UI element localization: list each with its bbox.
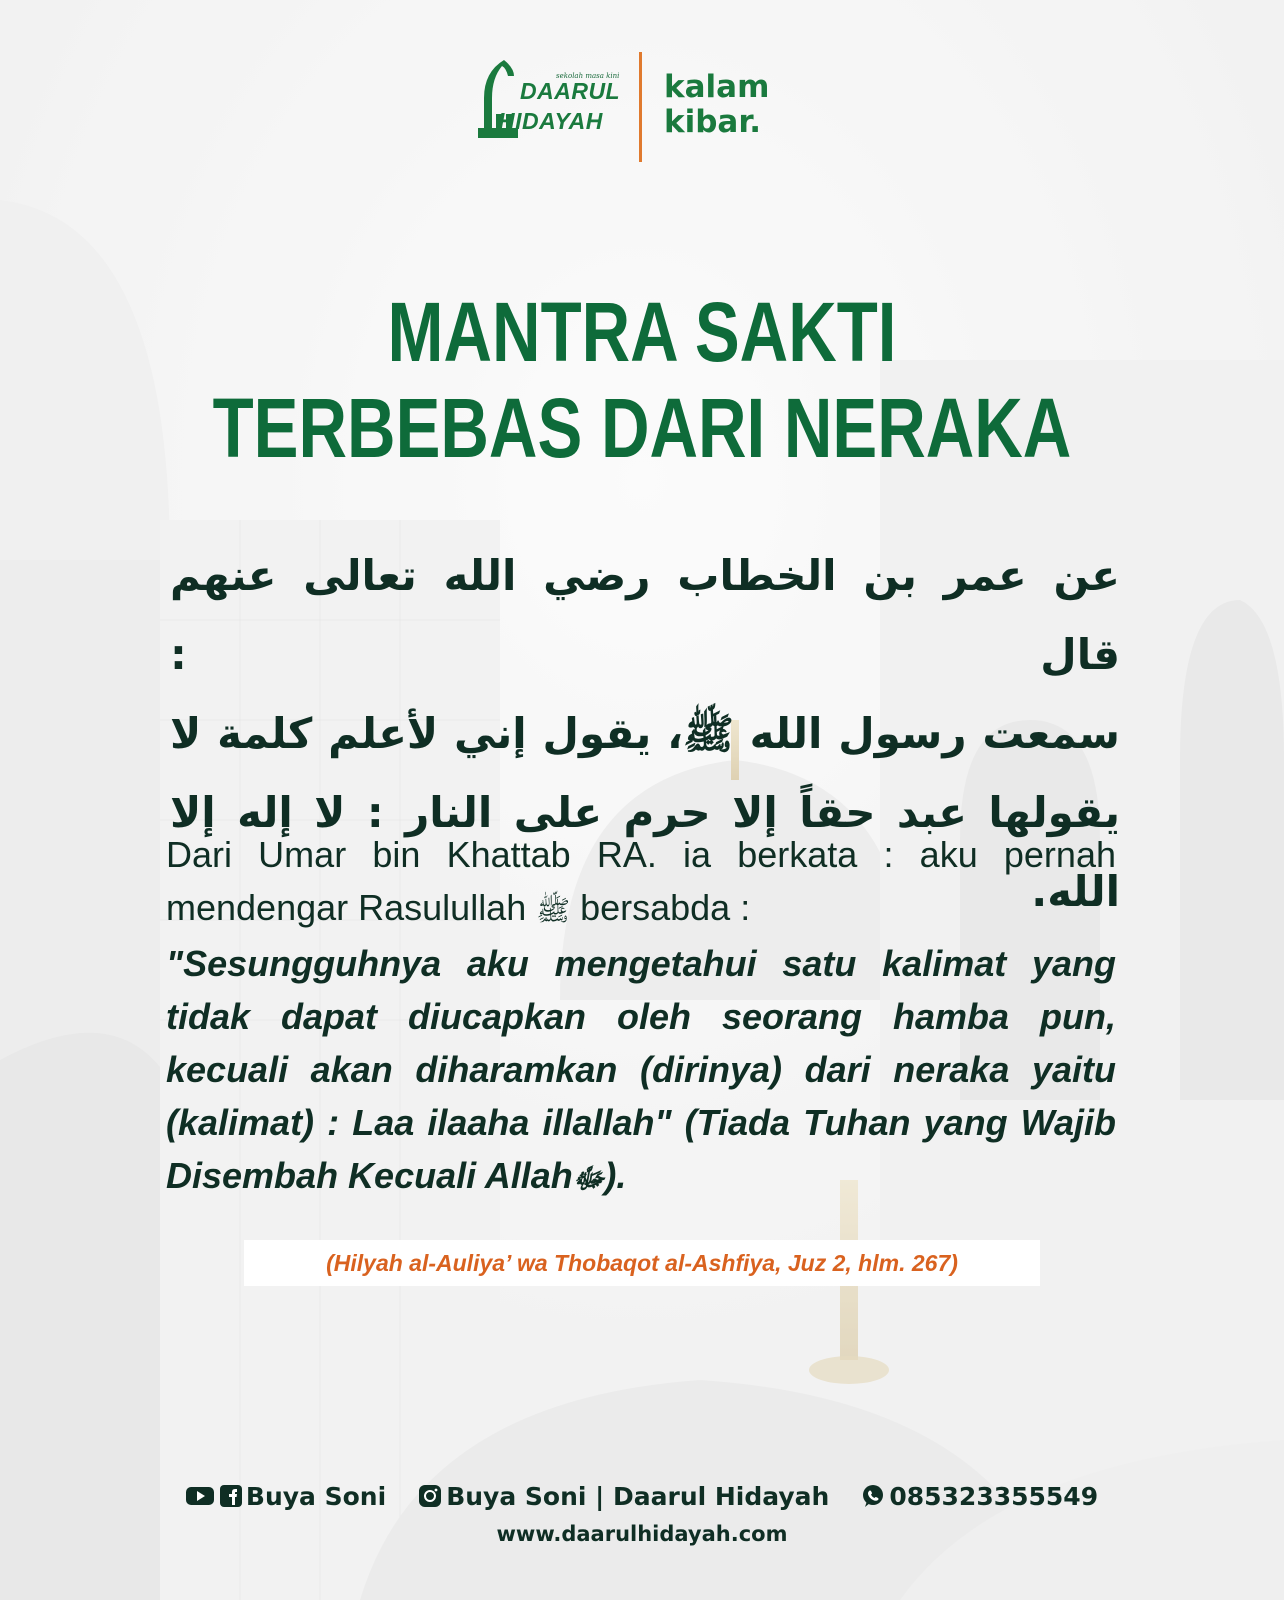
whatsapp-icon (861, 1484, 885, 1508)
whatsapp-number: 085323355549 (889, 1481, 1099, 1511)
arabic-line-3: يقولها عبد حقاً إلا حرم على النار : لا إله إلا الله. (170, 788, 1120, 916)
header-logos (478, 52, 808, 162)
arabic-line-1: عن عمر بن الخطاب رضي الله تعالى عنهم قال : (170, 551, 1120, 679)
footer-social-row (0, 1478, 1284, 1514)
title-line-1: MANTRA SAKTI (387, 285, 897, 379)
title-line-2: TERBEBAS DARI NERAKA (212, 381, 1072, 475)
footer-whatsapp[interactable] (861, 1482, 1098, 1511)
source-citation: (Hilyah al-Auliya’ wa Thobaqot al-Ashfiya, Juz 2, hlm. 267) (244, 1240, 1040, 1286)
translation-intro-end: bersabda : (570, 887, 751, 928)
translation-intro (166, 828, 1116, 937)
translation-quote (166, 937, 1116, 1205)
facebook-icon (220, 1485, 242, 1507)
translation-text (166, 828, 1116, 1205)
logo-divider (639, 52, 642, 162)
arabic-line-2: سمعت رسول الله ﷺ، يقول إني لأعلم كلمة لا (170, 709, 1120, 758)
logo-word-daarul: DAARUL (520, 78, 621, 104)
youtube-facebook-handle: Buya Soni (245, 1481, 387, 1511)
footer-instagram[interactable] (418, 1482, 829, 1511)
kalam-kibar-logo (664, 70, 769, 140)
instagram-icon (418, 1484, 442, 1508)
translation-quote-end: ). (604, 1155, 627, 1196)
translation-intro-text: Dari Umar bin Khattab RA. ia berkata : aku pernah mendengar Rasulullah (166, 834, 1116, 928)
logo-tagline: sekolah masa kini (556, 72, 620, 80)
youtube-icon (186, 1485, 216, 1507)
website-link[interactable]: www.daarulhidayah.com (496, 1522, 788, 1546)
instagram-handle: Buya Soni | Daarul Hidayah (446, 1481, 830, 1511)
daarul-hidayah-logo (478, 54, 628, 140)
footer-youtube-facebook[interactable] (186, 1482, 386, 1511)
salawat-glyph: ﷺ (536, 894, 571, 927)
page-title (128, 284, 1155, 476)
translation-quote-text: "Sesungguhnya aku mengetahui satu kalimat yang tidak dapat diucapkan oleh seorang hamba pun, kecuali akan diharamkan (dirinya) dari neraka yaitu (kalimat) : Laa ilaaha illallah" (Tiada Tuhan yang Wajib Disembah Kecuali Allah (166, 943, 1116, 1196)
jalla-jalaluhu-glyph: ﷻ (572, 1162, 605, 1195)
logo-word-hidayah: HIDAYAH (498, 108, 603, 134)
kalam-text: kalam (664, 69, 770, 105)
kibar-text: kibar. (664, 104, 761, 140)
footer (0, 1478, 1284, 1546)
